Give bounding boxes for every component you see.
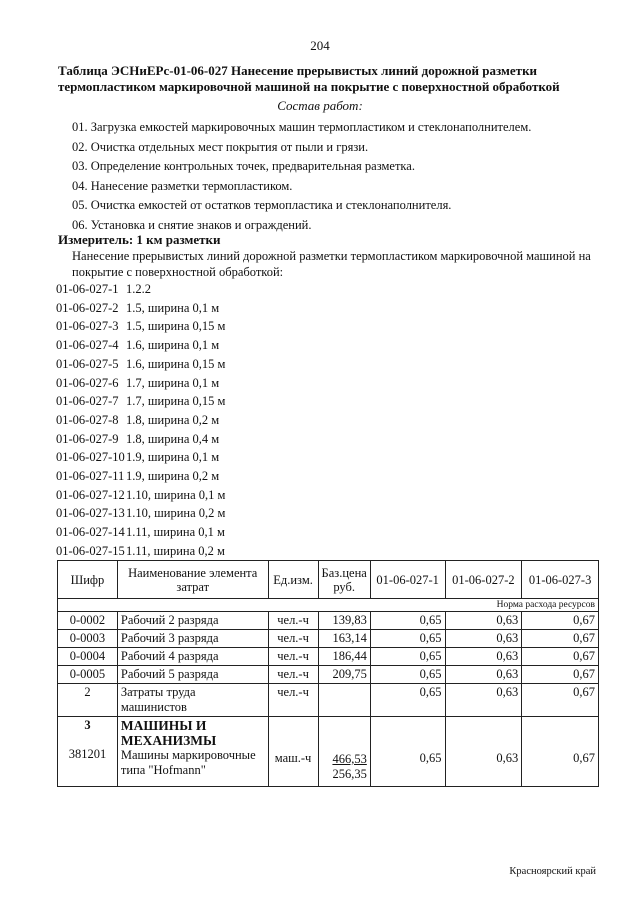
header-col-3: 01-06-027-3 bbox=[522, 561, 599, 599]
cell-name: Затраты труда машинистов bbox=[117, 684, 268, 717]
table-row bbox=[58, 630, 599, 648]
cell-unit: маш.-ч bbox=[274, 751, 312, 765]
code-text: 1.2.2 bbox=[126, 282, 151, 296]
cell-code: 2 bbox=[58, 684, 118, 717]
header-code: Шифр bbox=[58, 561, 118, 599]
labor-row bbox=[58, 684, 599, 717]
cell-unit: чел.-ч bbox=[268, 648, 318, 666]
code-item bbox=[56, 504, 225, 523]
code-item bbox=[56, 317, 225, 336]
norm-label: Норма расхода ресурсов bbox=[58, 599, 599, 612]
work-item: 01. Загрузка емкостей маркировочных машин термопластиком и стеклонаполнителем. bbox=[72, 120, 532, 134]
measurer-heading: Измеритель: 1 км разметки bbox=[58, 232, 221, 247]
code-text: 1.9, ширина 0,1 м bbox=[126, 450, 220, 465]
code-list bbox=[56, 280, 225, 561]
cell-unit: чел.-ч bbox=[268, 684, 318, 717]
code-item bbox=[56, 448, 225, 467]
header-unit: Ед.изм. bbox=[268, 561, 318, 599]
work-item: 04. Нанесение разметки термопластиком. bbox=[72, 178, 293, 193]
work-composition-heading: Состав работ: bbox=[277, 98, 363, 113]
code-text: 1.6, ширина 0,1 м bbox=[126, 338, 220, 353]
cell-value-2: 0,63 bbox=[445, 684, 522, 717]
cell-code: 0-0005 bbox=[58, 666, 118, 684]
code-item bbox=[56, 411, 225, 430]
table-row bbox=[58, 648, 599, 666]
code-item bbox=[56, 523, 225, 542]
code-item bbox=[56, 336, 225, 355]
code-text: 1.5, ширина 0,1 м bbox=[126, 300, 220, 315]
cell-value-3: 0,67 bbox=[522, 666, 599, 684]
cell-price: 186,44 bbox=[318, 648, 370, 666]
work-item: 03. Определение контрольных точек, предварительная разметка. bbox=[72, 159, 415, 174]
cell-value-2: 0,63 bbox=[445, 666, 522, 684]
cell-value-3: 0,67 bbox=[522, 630, 599, 648]
code-text: 1.10, ширина 0,2 м bbox=[126, 506, 226, 521]
code-item bbox=[56, 374, 225, 393]
code-text: 1.11, ширина 0,1 м bbox=[126, 525, 225, 540]
code-text: 1.9, ширина 0,2 м bbox=[126, 469, 220, 484]
code-text: 1.7, ширина 0,15 м bbox=[126, 394, 226, 409]
cell-value-1: 0,65 bbox=[419, 751, 442, 765]
table-title: Таблица ЭСНиЕРс-01-06-027 Нанесение прерывистых линий дорожной разметки термопластиком маркировочной машиной на покрытие с поверхностной обработкой bbox=[58, 63, 560, 94]
code-id: 01-06-027-4 bbox=[56, 338, 119, 353]
cell-unit: чел.-ч bbox=[268, 612, 318, 630]
norm-label-row bbox=[58, 599, 599, 612]
code-text: 1.8, ширина 0,4 м bbox=[126, 431, 220, 446]
cell-value-1: 0,65 bbox=[370, 648, 445, 666]
cell-name: Рабочий 4 разряда bbox=[117, 648, 268, 666]
code-text: 1.7, ширина 0,1 м bbox=[126, 375, 220, 390]
cell-price-empty bbox=[318, 684, 370, 717]
cell-price: 466,53 bbox=[332, 752, 367, 766]
cell-value-2: 0,63 bbox=[496, 751, 519, 765]
machines-row bbox=[58, 717, 599, 787]
code-item bbox=[56, 542, 225, 561]
section-code: 3 bbox=[84, 718, 91, 732]
cell-value-1: 0,65 bbox=[370, 630, 445, 648]
cell-code: 381201 bbox=[68, 747, 107, 761]
code-id: 01-06-027-13 bbox=[56, 506, 125, 521]
cell-name: Машины маркировочные типа "Hofmann" bbox=[120, 748, 256, 777]
cell-price: 139,83 bbox=[318, 612, 370, 630]
cell-value-3: 0,67 bbox=[522, 648, 599, 666]
cell-code: 0-0003 bbox=[58, 630, 118, 648]
section-name: МАШИНЫ И МЕХАНИЗМЫ bbox=[120, 718, 217, 748]
cell-unit: чел.-ч bbox=[268, 666, 318, 684]
code-item bbox=[56, 392, 225, 411]
code-item bbox=[56, 280, 225, 299]
cell-value-3: 0,67 bbox=[522, 612, 599, 630]
cell-code: 0-0002 bbox=[58, 612, 118, 630]
code-text: 1.8, ширина 0,2 м bbox=[126, 412, 220, 427]
code-id: 01-06-027-9 bbox=[56, 431, 119, 446]
code-id: 01-06-027-10 bbox=[56, 450, 125, 465]
code-id: 01-06-027-12 bbox=[56, 487, 125, 502]
resources-table bbox=[57, 560, 599, 787]
cell-value-3: 0,67 bbox=[573, 751, 595, 765]
cell-value-2: 0,63 bbox=[445, 612, 522, 630]
header-name: Наименование элемента затрат bbox=[117, 561, 268, 599]
code-id: 01-06-027-1 bbox=[56, 282, 119, 296]
cell-price: 209,75 bbox=[318, 666, 370, 684]
code-id: 01-06-027-14 bbox=[56, 525, 125, 540]
code-item bbox=[56, 467, 225, 486]
code-text: 1.5, ширина 0,15 м bbox=[126, 319, 226, 334]
table-row bbox=[58, 612, 599, 630]
cell-code: 0-0004 bbox=[58, 648, 118, 666]
cell-name: Рабочий 2 разряда bbox=[117, 612, 268, 630]
cell-unit: чел.-ч bbox=[268, 630, 318, 648]
code-text: 1.6, ширина 0,15 м bbox=[126, 356, 226, 371]
code-item bbox=[56, 486, 225, 505]
code-id: 01-06-027-6 bbox=[56, 375, 119, 390]
work-item: 02. Очистка отдельных мест покрытия от пыли и грязи. bbox=[72, 139, 369, 154]
description-text: Нанесение прерывистых линий дорожной разметки термопластиком маркировочной машиной на покрытие с поверхностной обработкой: bbox=[72, 249, 591, 279]
code-item bbox=[56, 430, 225, 449]
code-text: 1.10, ширина 0,1 м bbox=[126, 487, 226, 502]
footer-region: Красноярский край bbox=[509, 866, 596, 877]
cell-value-1: 0,65 bbox=[370, 666, 445, 684]
code-text: 1.11, ширина 0,2 м bbox=[126, 543, 225, 558]
work-items-list bbox=[72, 118, 531, 236]
table-row bbox=[58, 666, 599, 684]
cell-price: 163,14 bbox=[318, 630, 370, 648]
page-number: 204 bbox=[310, 38, 330, 53]
work-item: 06. Установка и снятие знаков и ограждений. bbox=[72, 217, 312, 232]
header-col-2: 01-06-027-2 bbox=[445, 561, 522, 599]
cell-value-2: 0,63 bbox=[445, 630, 522, 648]
table-header-row bbox=[58, 561, 599, 599]
header-price: Баз.цена руб. bbox=[318, 561, 370, 599]
code-item bbox=[56, 299, 225, 318]
cell-value-1: 0,65 bbox=[370, 684, 445, 717]
code-id: 01-06-027-11 bbox=[56, 469, 125, 484]
code-item bbox=[56, 355, 225, 374]
code-id: 01-06-027-8 bbox=[56, 412, 119, 427]
cell-value-2: 0,63 bbox=[445, 648, 522, 666]
code-id: 01-06-027-15 bbox=[56, 543, 125, 558]
cell-price-2: 256,35 bbox=[332, 767, 367, 781]
cell-value-3: 0,67 bbox=[522, 684, 599, 717]
work-item: 05. Очистка емкостей от остатков термопластика и стеклонаполнителя. bbox=[72, 198, 452, 213]
cell-name: Рабочий 3 разряда bbox=[117, 630, 268, 648]
code-id: 01-06-027-5 bbox=[56, 356, 119, 371]
code-id: 01-06-027-3 bbox=[56, 319, 119, 334]
cell-name: Рабочий 5 разряда bbox=[117, 666, 268, 684]
code-id: 01-06-027-2 bbox=[56, 300, 119, 315]
cell-value-1: 0,65 bbox=[370, 612, 445, 630]
header-col-1: 01-06-027-1 bbox=[370, 561, 445, 599]
code-id: 01-06-027-7 bbox=[56, 394, 119, 409]
